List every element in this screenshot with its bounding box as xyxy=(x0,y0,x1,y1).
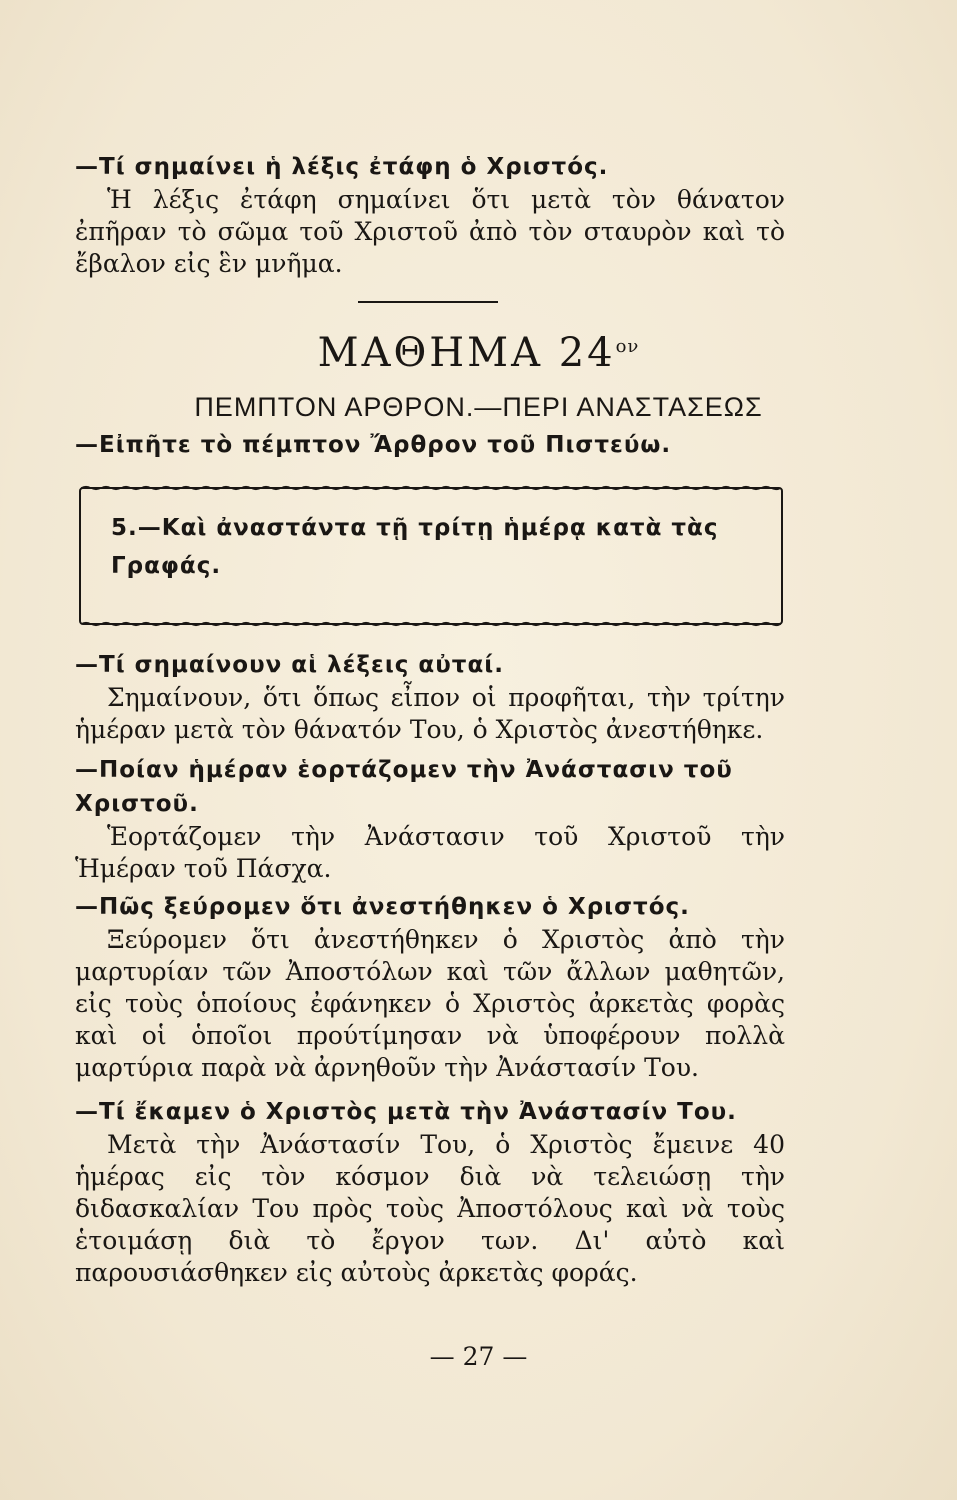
section-etaphe xyxy=(75,150,785,280)
qa-block-2 xyxy=(75,753,785,885)
creed-article-text: 5.—Καὶ ἀναστάντα τῇ τρίτῃ ἡμέρᾳ κατὰ τὰς Γραφάς. xyxy=(111,515,719,579)
wavy-border-top xyxy=(81,485,781,491)
creed-prompt: —Εἰπῆτε τὸ πέμπτον Ἄρθρον τοῦ Πιστεύω. xyxy=(75,432,672,458)
answer-paragraph: Ξεύρομεν ὅτι ἀνεστήθηκεν ὁ Χριστὸς ἀπὸ τὴν μαρτυρίαν τῶν Ἀποστόλων καὶ τῶν ἄλλων μαθητῶν, εἰς τοὺς ὁποίους ἐφάνηκεν ὁ Χριστὸς ἀρκετὰς φορὰς καὶ οἱ ὁποῖοι προύτίμησαν νὰ ὑποφέρουν πολλὰ μαρτύρια παρὰ νὰ ἀρνηθοῦν τὴν Ἀνάστασίν Του. xyxy=(75,925,785,1082)
question-heading: —Τί σημαίνει ἡ λέξις ἐτάφη ὁ Χριστός. xyxy=(75,154,609,180)
qa-block-4 xyxy=(75,1095,785,1289)
answer-paragraph: Ἡ λέξις ἐτάφη σημαίνει ὅτι μετὰ τὸν θάνατον ἐπῆραν τὸ σῶμα τοῦ Χριστοῦ ἀπὸ τὸν σταυρὸν καὶ τὸ ἔβαλον εἰς ἓν μνῆμα. xyxy=(75,185,785,278)
lesson-title-ordinal: ον xyxy=(615,336,640,357)
qa-block-1 xyxy=(75,648,785,746)
article-title: ΠΕΜΠΤΟΝ ΑΡΘΡΟΝ.—ΠΕΡΙ ΑΝΑΣΤΑΣΕΩΣ xyxy=(194,392,763,422)
question-heading: —Ποίαν ἡμέραν ἑορτάζομεν τὴν Ἀνάστασιν τοῦ Χριστοῦ. xyxy=(75,757,733,817)
lesson-title xyxy=(0,330,957,376)
question-heading: —Τί σημαίνουν αἱ λέξεις αὐταί. xyxy=(75,652,504,678)
section-divider xyxy=(358,301,498,303)
answer-paragraph: Ἑορτάζομεν τὴν Ἀνάστασιν τοῦ Χριστοῦ τὴν Ἡμέραν τοῦ Πάσχα. xyxy=(75,822,785,883)
creed-prompt-block xyxy=(75,428,785,462)
page-number: — 27 — xyxy=(429,1342,528,1371)
question-heading: —Τί ἔκαμεν ὁ Χριστὸς μετὰ τὴν Ἀνάστασίν Του. xyxy=(75,1099,737,1125)
question-heading: —Πῶς ξεύρομεν ὅτι ἀνεστήθηκεν ὁ Χριστός. xyxy=(75,894,690,920)
lesson-title-text: ΜΑΘΗΜΑ 24 xyxy=(317,330,616,376)
creed-article-box xyxy=(79,487,783,625)
answer-paragraph: Σημαίνουν, ὅτι ὅπως εἶπον οἱ προφῆται, τὴν τρίτην ἡμέραν μετὰ τὸν θάνατόν Του, ὁ Χριστὸς ἀνεστήθηκε. xyxy=(75,683,785,744)
qa-block-3 xyxy=(75,890,785,1084)
answer-paragraph: Μετὰ τὴν Ἀνάστασίν Του, ὁ Χριστὸς ἔμεινε 40 ἡμέρας εἰς τὸν κόσμον διὰ νὰ τελειώσῃ τὴν διδασκαλίαν Του πρὸς τοὺς Ἀποστόλους καὶ νὰ τοὺς ἑτοιμάσῃ διὰ τὸ ἔργον των. Δι' αὐτὸ καὶ παρουσιάσθηκεν εἰς αὐτοὺς ἀρκετὰς φοράς. xyxy=(75,1130,785,1287)
wavy-border-bottom xyxy=(81,621,781,627)
